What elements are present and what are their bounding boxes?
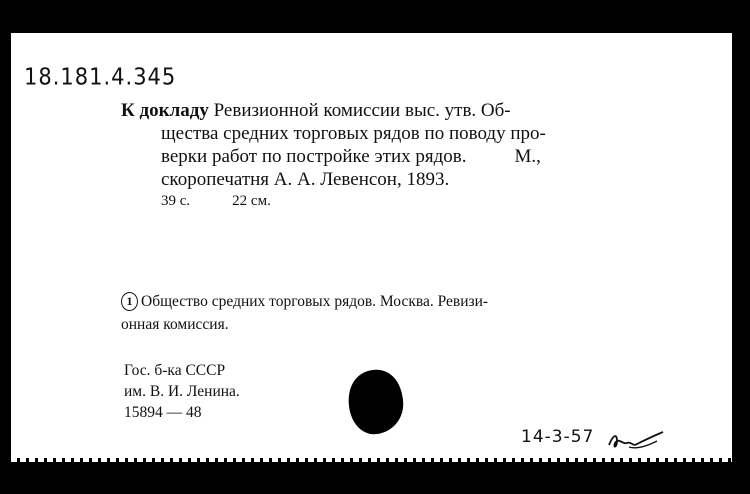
punch-hole bbox=[345, 366, 407, 438]
entry-line-4: скоропечатня А. А. Левенсон, 1893. bbox=[161, 169, 450, 190]
entry-line-2: щества средних торговых рядов по поводу про- bbox=[161, 123, 546, 144]
library-dedication: им. В. И. Ленина. bbox=[124, 383, 240, 400]
call-number: 18.181.4.345 bbox=[24, 63, 177, 91]
library-stamp bbox=[124, 360, 240, 423]
catalog-card bbox=[11, 33, 732, 458]
entry-line-3-text: верки работ по постройке этих рядов. bbox=[161, 146, 467, 167]
library-print-number: 15894 — 48 bbox=[124, 404, 202, 421]
entry-line-3 bbox=[121, 145, 641, 168]
handwritten-date: 14-3-57 bbox=[521, 427, 595, 447]
publication-place: М., bbox=[514, 146, 541, 167]
book-size: 22 см. bbox=[232, 193, 271, 209]
handwritten-initials bbox=[607, 429, 667, 453]
subject-number: 1 bbox=[121, 292, 138, 311]
entry-heading: К докладу bbox=[121, 100, 209, 121]
subject-line-2: онная комиссия. bbox=[121, 316, 229, 333]
subject-line-1 bbox=[121, 290, 661, 313]
bibliographic-entry bbox=[121, 99, 641, 191]
card-edge bbox=[11, 458, 732, 462]
subject-heading bbox=[121, 290, 661, 336]
page-count: 39 с. bbox=[161, 193, 191, 209]
library-name: Гос. б-ка СССР bbox=[124, 362, 226, 379]
subject-text-1: Общество средних торговых рядов. Москва. Ревизи- bbox=[141, 293, 489, 310]
entry-title-start: Ревизионной комиссии выс. утв. Об- bbox=[208, 100, 511, 121]
physical-description bbox=[161, 193, 271, 210]
entry-line-1 bbox=[121, 99, 641, 122]
